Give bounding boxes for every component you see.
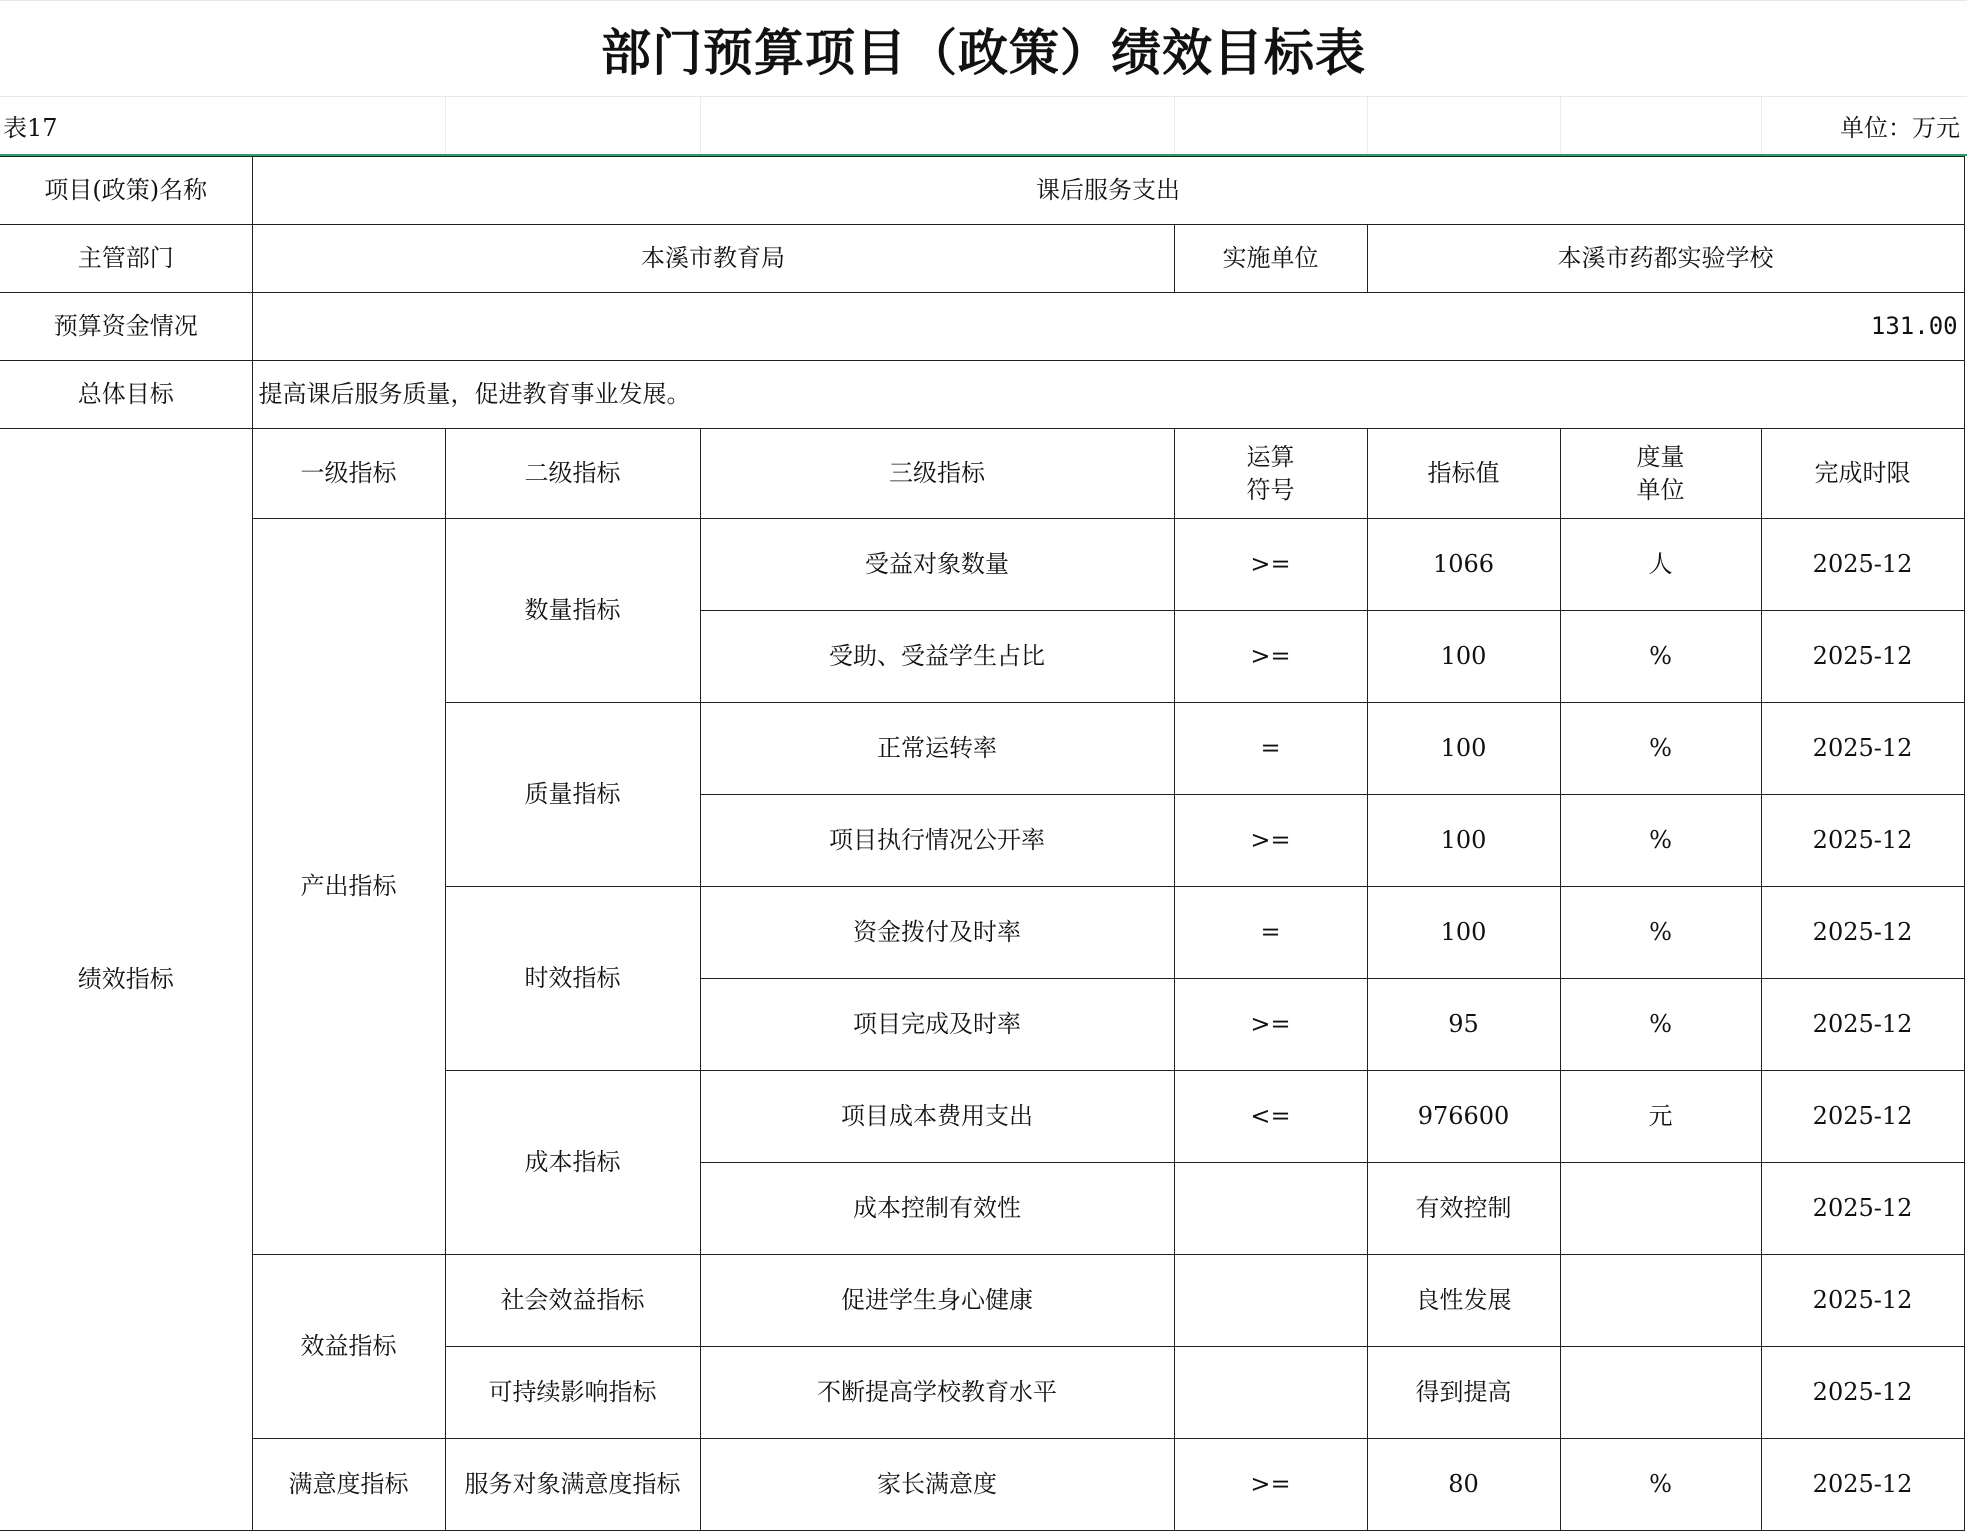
grid-line bbox=[1174, 97, 1175, 154]
deadline-cell[interactable]: 2025-12 bbox=[1761, 703, 1964, 795]
unit-cell[interactable]: % bbox=[1560, 795, 1761, 887]
page-title: 部门预算项目（政策）绩效目标表 bbox=[0, 0, 1967, 96]
header-level3: 三级指标 bbox=[700, 429, 1174, 519]
table-row bbox=[0, 225, 1964, 293]
budget-cell[interactable]: 131.00 bbox=[252, 293, 1964, 361]
value-cell[interactable]: 得到提高 bbox=[1367, 1347, 1560, 1439]
deadline-cell[interactable]: 2025-12 bbox=[1761, 1347, 1964, 1439]
level3-cell[interactable]: 项目完成及时率 bbox=[700, 979, 1174, 1071]
value-cell[interactable]: 有效控制 bbox=[1367, 1163, 1560, 1255]
unit-cell[interactable]: % bbox=[1560, 703, 1761, 795]
level1-output: 产出指标 bbox=[252, 519, 445, 1255]
level1-satisfaction: 满意度指标 bbox=[252, 1439, 445, 1531]
level2-timeliness: 时效指标 bbox=[445, 887, 700, 1071]
level1-benefit: 效益指标 bbox=[252, 1255, 445, 1439]
table-row bbox=[0, 361, 1964, 429]
deadline-cell[interactable]: 2025-12 bbox=[1761, 979, 1964, 1071]
operator-cell[interactable]: = bbox=[1174, 887, 1367, 979]
project-name-label: 项目(政策)名称 bbox=[0, 157, 252, 225]
unit-cell[interactable]: 人 bbox=[1560, 519, 1761, 611]
level3-cell[interactable]: 不断提高学校教育水平 bbox=[700, 1347, 1174, 1439]
grid-line bbox=[445, 97, 446, 154]
grid-line bbox=[700, 97, 701, 154]
deadline-cell[interactable]: 2025-12 bbox=[1761, 519, 1964, 611]
value-cell[interactable]: 95 bbox=[1367, 979, 1560, 1071]
level3-cell[interactable]: 家长满意度 bbox=[700, 1439, 1174, 1531]
level3-cell[interactable]: 受益对象数量 bbox=[700, 519, 1174, 611]
table-row bbox=[0, 519, 1964, 611]
level2-quantity: 数量指标 bbox=[445, 519, 700, 703]
unit-cell[interactable]: % bbox=[1560, 887, 1761, 979]
operator-cell[interactable]: >= bbox=[1174, 519, 1367, 611]
operator-cell[interactable]: >= bbox=[1174, 1439, 1367, 1531]
project-name-cell[interactable]: 课后服务支出 bbox=[252, 157, 1964, 225]
grid-line bbox=[1560, 97, 1561, 154]
level3-cell[interactable]: 成本控制有效性 bbox=[700, 1163, 1174, 1255]
meta-row bbox=[0, 96, 1967, 156]
operator-cell[interactable]: >= bbox=[1174, 979, 1367, 1071]
level3-cell[interactable]: 项目成本费用支出 bbox=[700, 1071, 1174, 1163]
performance-label: 绩效指标 bbox=[0, 429, 252, 1531]
unit-cell[interactable]: % bbox=[1560, 1439, 1761, 1531]
level2-service: 服务对象满意度指标 bbox=[445, 1439, 700, 1531]
impl-label: 实施单位 bbox=[1174, 225, 1367, 293]
operator-cell[interactable] bbox=[1174, 1255, 1367, 1347]
grid-line bbox=[1761, 97, 1762, 154]
value-cell[interactable]: 1066 bbox=[1367, 519, 1560, 611]
level3-cell[interactable]: 资金拨付及时率 bbox=[700, 887, 1174, 979]
header-unit: 度量 单位 bbox=[1560, 429, 1761, 519]
level2-social: 社会效益指标 bbox=[445, 1255, 700, 1347]
dept-label: 主管部门 bbox=[0, 225, 252, 293]
level2-quality: 质量指标 bbox=[445, 703, 700, 887]
table-number: 表17 bbox=[3, 114, 58, 142]
unit-cell[interactable] bbox=[1560, 1163, 1761, 1255]
performance-table bbox=[0, 156, 1965, 1531]
level3-cell[interactable]: 正常运转率 bbox=[700, 703, 1174, 795]
operator-cell[interactable] bbox=[1174, 1163, 1367, 1255]
level3-cell[interactable]: 受助、受益学生占比 bbox=[700, 611, 1174, 703]
level2-cost: 成本指标 bbox=[445, 1071, 700, 1255]
table-row bbox=[0, 157, 1964, 225]
level3-cell[interactable]: 促进学生身心健康 bbox=[700, 1255, 1174, 1347]
operator-cell[interactable]: <= bbox=[1174, 1071, 1367, 1163]
operator-cell[interactable]: >= bbox=[1174, 611, 1367, 703]
grid-line bbox=[1367, 97, 1368, 154]
value-cell[interactable]: 100 bbox=[1367, 611, 1560, 703]
value-cell[interactable]: 良性发展 bbox=[1367, 1255, 1560, 1347]
deadline-cell[interactable]: 2025-12 bbox=[1761, 1071, 1964, 1163]
operator-cell[interactable]: >= bbox=[1174, 795, 1367, 887]
budget-label: 预算资金情况 bbox=[0, 293, 252, 361]
value-cell[interactable]: 100 bbox=[1367, 887, 1560, 979]
header-level1: 一级指标 bbox=[252, 429, 445, 519]
value-cell[interactable]: 100 bbox=[1367, 795, 1560, 887]
value-cell[interactable]: 976600 bbox=[1367, 1071, 1560, 1163]
operator-cell[interactable] bbox=[1174, 1347, 1367, 1439]
table-row bbox=[0, 1255, 1964, 1347]
value-cell[interactable]: 80 bbox=[1367, 1439, 1560, 1531]
level3-cell[interactable]: 项目执行情况公开率 bbox=[700, 795, 1174, 887]
deadline-cell[interactable]: 2025-12 bbox=[1761, 795, 1964, 887]
table-header-row bbox=[0, 429, 1964, 519]
unit-cell[interactable]: % bbox=[1560, 979, 1761, 1071]
level2-sustain: 可持续影响指标 bbox=[445, 1347, 700, 1439]
impl-cell[interactable]: 本溪市药都实验学校 bbox=[1367, 225, 1964, 293]
operator-cell[interactable]: = bbox=[1174, 703, 1367, 795]
unit-cell[interactable]: % bbox=[1560, 611, 1761, 703]
table-row bbox=[0, 1439, 1964, 1531]
deadline-cell[interactable]: 2025-12 bbox=[1761, 887, 1964, 979]
goal-cell[interactable]: 提高课后服务质量，促进教育事业发展。 bbox=[252, 361, 1964, 429]
deadline-cell[interactable]: 2025-12 bbox=[1761, 1163, 1964, 1255]
header-level2: 二级指标 bbox=[445, 429, 700, 519]
header-deadline: 完成时限 bbox=[1761, 429, 1964, 519]
header-value: 指标值 bbox=[1367, 429, 1560, 519]
value-cell[interactable]: 100 bbox=[1367, 703, 1560, 795]
dept-cell[interactable]: 本溪市教育局 bbox=[252, 225, 1174, 293]
unit-cell[interactable]: 元 bbox=[1560, 1071, 1761, 1163]
table-row bbox=[0, 293, 1964, 361]
deadline-cell[interactable]: 2025-12 bbox=[1761, 1439, 1964, 1531]
header-operator: 运算 符号 bbox=[1174, 429, 1367, 519]
unit-cell[interactable] bbox=[1560, 1347, 1761, 1439]
unit-label: 单位：万元 bbox=[1840, 114, 1960, 142]
deadline-cell[interactable]: 2025-12 bbox=[1761, 1255, 1964, 1347]
goal-label: 总体目标 bbox=[0, 361, 252, 429]
deadline-cell[interactable]: 2025-12 bbox=[1761, 611, 1964, 703]
unit-cell[interactable] bbox=[1560, 1255, 1761, 1347]
